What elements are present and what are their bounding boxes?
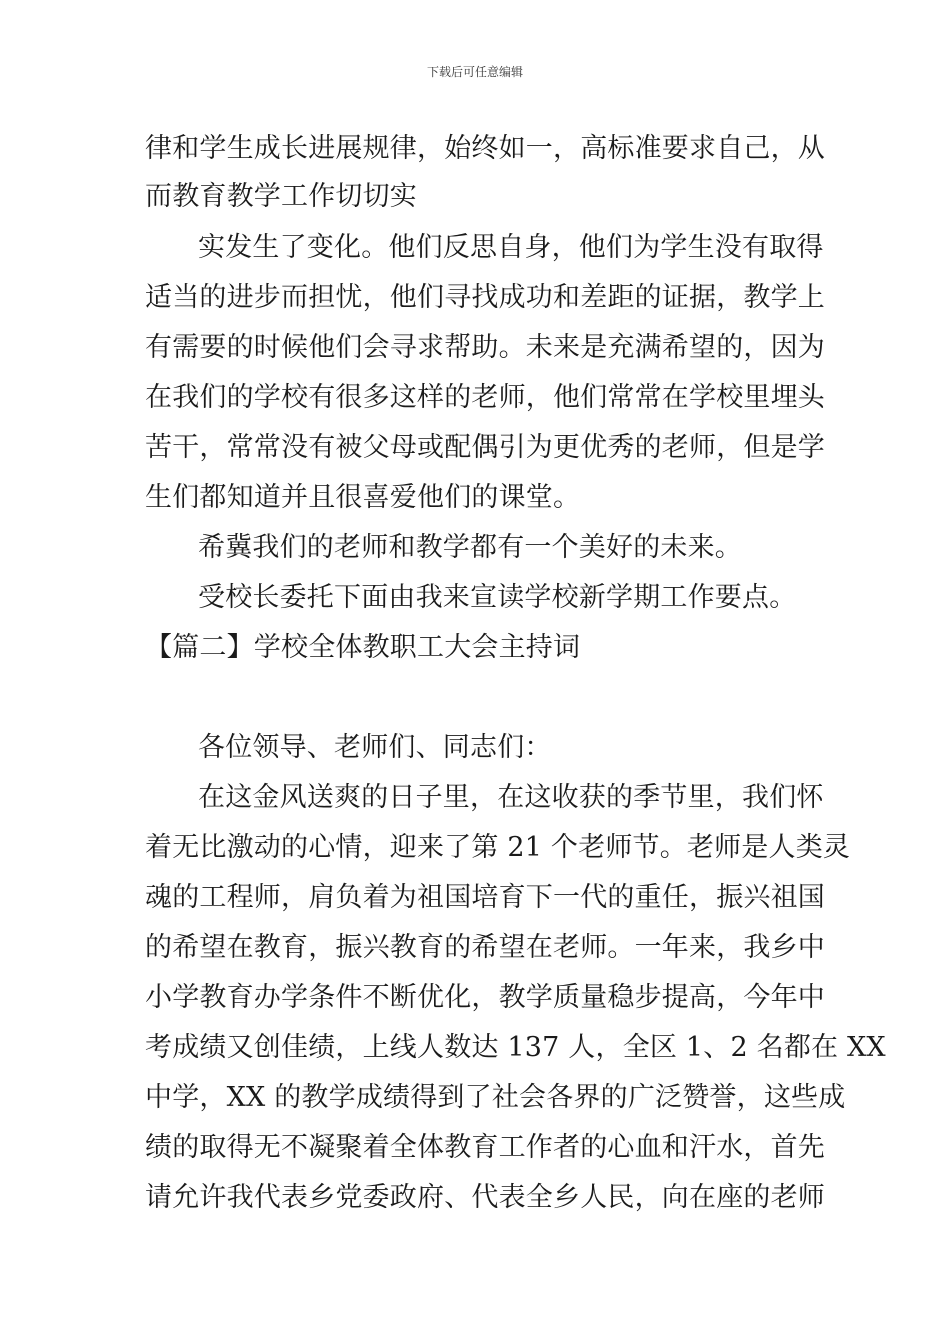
body-line: 在我们的学校有很多这样的老师，他们常常在学校里埋头 (145, 382, 825, 413)
body-line: 小学教育办学条件不断优化，教学质量稳步提高，今年中 (145, 982, 825, 1013)
paragraph-first-line: 希冀我们的老师和教学都有一个美好的未来。 (198, 532, 742, 563)
body-line: 而教育教学工作切切实 (145, 181, 417, 212)
body-line: 考成绩又创佳绩，上线人数达 137 人，全区 1、2 名都在 XX (145, 1032, 886, 1063)
paragraph-first-line: 实发生了变化。他们反思自身，他们为学生没有取得 (198, 232, 824, 263)
body-line: 适当的进步而担忧，他们寻找成功和差距的证据，教学上 (145, 282, 825, 313)
paragraph-first-line: 受校长委托下面由我来宣读学校新学期工作要点。 (198, 582, 797, 613)
body-line: 魂的工程师，肩负着为祖国培育下一代的重任，振兴祖国 (145, 882, 825, 913)
page-header: 下载后可任意编辑 (426, 65, 523, 79)
body-line: 绩的取得无不凝聚着全体教育工作者的心血和汗水，首先 (145, 1132, 825, 1163)
body-line: 有需要的时候他们会寻求帮助。未来是充满希望的，因为 (145, 332, 825, 363)
greeting-line: 各位领导、老师们、同志们： (198, 732, 552, 763)
body-line: 律和学生成长进展规律，始终如一，高标准要求自己，从 (145, 133, 825, 164)
paragraph-first-line: 在这金风送爽的日子里，在这收获的季节里，我们怀 (198, 782, 824, 813)
body-line: 生们都知道并且很喜爱他们的课堂。 (145, 482, 581, 513)
body-line: 苦干，常常没有被父母或配偶引为更优秀的老师，但是学 (145, 432, 825, 463)
body-line: 的希望在教育，振兴教育的希望在老师。一年来，我乡中 (145, 932, 825, 963)
body-line: 请允许我代表乡党委政府、代表全乡人民，向在座的老师 (145, 1182, 825, 1213)
section-heading: 【篇二】学校全体教职工大会主持词 (145, 632, 581, 663)
body-line: 着无比激动的心情，迎来了第 21 个老师节。老师是人类灵 (145, 832, 851, 863)
body-line: 中学，XX 的教学成绩得到了社会各界的广泛赞誉，这些成 (145, 1082, 846, 1113)
